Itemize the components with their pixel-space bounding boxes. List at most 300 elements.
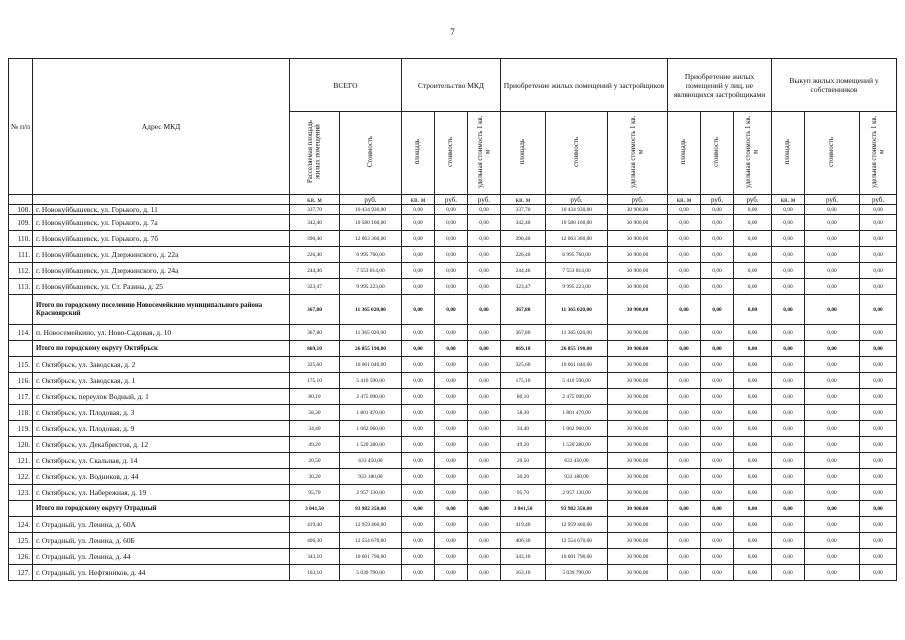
value-cell: 30 900,00 xyxy=(608,373,668,389)
table-row xyxy=(9,389,897,405)
value-cell: 175,10 xyxy=(290,373,340,389)
value-cell: 0,00 xyxy=(734,373,772,389)
table-row xyxy=(9,421,897,437)
value-cell: 12 959 460,00 xyxy=(546,517,608,533)
value-cell: 0,00 xyxy=(402,389,435,405)
value-cell: 34,40 xyxy=(290,421,340,437)
value-cell: 419,40 xyxy=(501,517,546,533)
value-cell: 0,00 xyxy=(772,341,805,357)
value-cell: 0,00 xyxy=(734,565,772,581)
row-number: 110. xyxy=(9,231,33,247)
value-cell: 0,00 xyxy=(468,437,501,453)
value-cell: 0,00 xyxy=(701,453,734,469)
value-cell: 0,00 xyxy=(668,437,701,453)
value-cell: 0,00 xyxy=(805,533,860,549)
value-cell: 0,00 xyxy=(435,373,468,389)
value-cell: 0,00 xyxy=(668,405,701,421)
value-cell: 0,00 xyxy=(772,469,805,485)
value-cell: 30 900,00 xyxy=(608,501,668,517)
value-cell: 5 410 590,00 xyxy=(340,373,402,389)
value-cell: 244,46 xyxy=(290,263,340,279)
table-row xyxy=(9,357,897,373)
value-cell: 337,70 xyxy=(501,205,546,215)
value-cell: 0,00 xyxy=(701,263,734,279)
value-cell: 0,00 xyxy=(435,485,468,501)
page-number: 7 xyxy=(450,27,455,37)
value-cell: 0,00 xyxy=(402,533,435,549)
value-cell: 0,00 xyxy=(402,485,435,501)
value-cell: 93 982 350,00 xyxy=(546,501,608,517)
value-cell: 0,00 xyxy=(734,453,772,469)
value-cell: 10 580 160,00 xyxy=(340,215,402,231)
value-cell: 10 601 790,00 xyxy=(546,549,608,565)
address-cell: г. Октябрьск, ул. Заводская, д. 2 xyxy=(33,357,290,373)
table-row xyxy=(9,231,897,247)
value-cell: 0,00 xyxy=(468,373,501,389)
value-cell: 0,00 xyxy=(805,263,860,279)
value-cell: 30 900,00 xyxy=(608,517,668,533)
units-cell: кв. м xyxy=(772,195,805,205)
subheader-cell: стоимость xyxy=(435,112,468,195)
value-cell: 0,00 xyxy=(701,205,734,215)
units-cell: руб. xyxy=(805,195,860,205)
value-cell: 0,00 xyxy=(701,325,734,341)
subheader-cell: стоимость xyxy=(546,112,608,195)
value-cell: 0,00 xyxy=(402,373,435,389)
value-cell: 933 180,00 xyxy=(546,469,608,485)
subtotal-label: Итого по городскому округу Октябрьск xyxy=(33,341,290,357)
units-cell: руб. xyxy=(546,195,608,205)
value-cell: 0,00 xyxy=(701,549,734,565)
subheader-cell: стоимость xyxy=(701,112,734,195)
value-cell: 0,00 xyxy=(402,357,435,373)
table-row xyxy=(9,263,897,279)
row-number: 116. xyxy=(9,373,33,389)
subheader-cell: стоимость xyxy=(805,112,860,195)
value-cell: 0,00 xyxy=(805,453,860,469)
table-row xyxy=(9,453,897,469)
row-number: 118. xyxy=(9,405,33,421)
value-cell: 1 062 960,00 xyxy=(546,421,608,437)
value-cell: 0,00 xyxy=(701,231,734,247)
value-cell: 633 450,00 xyxy=(546,453,608,469)
subheader-cell: площадь xyxy=(402,112,435,195)
row-number xyxy=(9,341,33,357)
relocation-table xyxy=(8,58,897,581)
value-cell: 30 900,00 xyxy=(608,421,668,437)
value-cell: 0,00 xyxy=(468,205,501,215)
value-cell: 0,00 xyxy=(701,501,734,517)
value-cell: 367,80 xyxy=(290,325,340,341)
value-cell: 58,30 xyxy=(501,405,546,421)
value-cell: 34,40 xyxy=(501,421,546,437)
address-cell: г. Октябрьск, ул. Плодовая, д. 3 xyxy=(33,405,290,421)
value-cell: 0,00 xyxy=(805,205,860,215)
value-cell: 0,00 xyxy=(734,517,772,533)
value-cell: 0,00 xyxy=(468,279,501,295)
address-cell: г. Новокуйбышевск, ул. Горького, д. 11 xyxy=(33,205,290,215)
value-cell: 80,10 xyxy=(501,389,546,405)
value-cell: 244,46 xyxy=(501,263,546,279)
units-cell: руб. xyxy=(340,195,402,205)
value-cell: 0,00 xyxy=(701,565,734,581)
row-number: 111. xyxy=(9,247,33,263)
value-cell: 0,00 xyxy=(668,247,701,263)
group-header-buyout: Выкуп жилых помещений у собственников xyxy=(772,59,897,112)
value-cell: 0,00 xyxy=(805,325,860,341)
value-cell: 30 900,00 xyxy=(608,469,668,485)
value-cell: 0,00 xyxy=(701,485,734,501)
value-cell: 11 365 020,00 xyxy=(340,325,402,341)
units-cell: кв. м xyxy=(501,195,546,205)
row-number: 127. xyxy=(9,565,33,581)
value-cell: 0,00 xyxy=(772,295,805,325)
value-cell: 0,00 xyxy=(805,373,860,389)
value-cell: 367,80 xyxy=(501,295,546,325)
value-cell: 343,10 xyxy=(501,549,546,565)
value-cell: 5 039 790,00 xyxy=(546,565,608,581)
value-cell: 0,00 xyxy=(402,501,435,517)
table-row xyxy=(9,533,897,549)
value-cell: 0,00 xyxy=(468,247,501,263)
value-cell: 0,00 xyxy=(468,453,501,469)
value-cell: 0,00 xyxy=(805,247,860,263)
row-number: 124. xyxy=(9,517,33,533)
value-cell: 0,00 xyxy=(772,421,805,437)
value-cell: 0,00 xyxy=(734,549,772,565)
value-cell: 49,20 xyxy=(501,437,546,453)
value-cell: 175,10 xyxy=(501,373,546,389)
row-number: 123. xyxy=(9,485,33,501)
value-cell: 0,00 xyxy=(468,341,501,357)
value-cell: 226,40 xyxy=(501,247,546,263)
value-cell: 0,00 xyxy=(701,533,734,549)
address-cell: г. Октябрьск, ул. Набережная, д. 19 xyxy=(33,485,290,501)
row-number xyxy=(9,295,33,325)
row-number: 112. xyxy=(9,263,33,279)
row-number: 126. xyxy=(9,549,33,565)
value-cell: 0,00 xyxy=(668,517,701,533)
value-cell: 9 995 223,00 xyxy=(546,279,608,295)
value-cell: 0,00 xyxy=(734,357,772,373)
value-cell: 0,00 xyxy=(668,325,701,341)
value-cell: 0,00 xyxy=(402,279,435,295)
value-cell: 0,00 xyxy=(668,215,701,231)
value-cell: 0,00 xyxy=(860,295,897,325)
value-cell: 0,00 xyxy=(402,453,435,469)
value-cell: 0,00 xyxy=(772,453,805,469)
value-cell: 0,00 xyxy=(772,437,805,453)
value-cell: 367,80 xyxy=(501,325,546,341)
value-cell: 0,00 xyxy=(435,549,468,565)
value-cell: 0,00 xyxy=(435,469,468,485)
value-cell: 20,50 xyxy=(290,453,340,469)
row-number: 108. xyxy=(9,205,33,215)
value-cell: 933 180,00 xyxy=(340,469,402,485)
value-cell: 2 957 130,00 xyxy=(340,485,402,501)
value-cell: 0,00 xyxy=(701,247,734,263)
table-row xyxy=(9,215,897,231)
subtotal-row xyxy=(9,295,897,325)
address-cell: г. Отрадный, ул. Ленина, д. 60А xyxy=(33,517,290,533)
group-header-total: ВСЕГО xyxy=(290,59,402,112)
value-cell: 0,00 xyxy=(435,295,468,325)
value-cell: 0,00 xyxy=(860,215,897,231)
value-cell: 0,00 xyxy=(402,405,435,421)
value-cell: 0,00 xyxy=(402,247,435,263)
value-cell: 0,00 xyxy=(772,501,805,517)
address-cell: г. Новокуйбышевск, ул. Дзержинского, д. 24а xyxy=(33,263,290,279)
value-cell: 0,00 xyxy=(402,565,435,581)
table-row xyxy=(9,437,897,453)
col-address-header: Адрес МКД xyxy=(33,59,290,195)
value-cell: 30 900,00 xyxy=(608,263,668,279)
value-cell: 30 900,00 xyxy=(608,247,668,263)
row-number: 117. xyxy=(9,389,33,405)
value-cell: 0,00 xyxy=(435,231,468,247)
value-cell: 342,40 xyxy=(290,215,340,231)
units-cell: кв. м xyxy=(668,195,701,205)
row-number: 114. xyxy=(9,325,33,341)
subtotal-row xyxy=(9,501,897,517)
value-cell: 30 900,00 xyxy=(608,453,668,469)
value-cell: 0,00 xyxy=(772,373,805,389)
units-cell: руб. xyxy=(860,195,897,205)
group-header-non-developers: Приобретение жилых помещений у лиц, не являющихся застройщиками xyxy=(668,59,772,112)
subheader-cell: Стоимость xyxy=(340,112,402,195)
value-cell: 7 553 814,00 xyxy=(340,263,402,279)
value-cell: 0,00 xyxy=(668,453,701,469)
value-cell: 30 900,00 xyxy=(608,357,668,373)
value-cell: 0,00 xyxy=(402,517,435,533)
value-cell: 342,40 xyxy=(501,215,546,231)
value-cell: 0,00 xyxy=(734,485,772,501)
value-cell: 95,70 xyxy=(290,485,340,501)
value-cell: 0,00 xyxy=(860,485,897,501)
value-cell: 0,00 xyxy=(734,279,772,295)
subtotal-label: Итого по городскому поселению Новосемейкино муниципального района Красноярский xyxy=(33,295,290,325)
address-cell: г. Октябрьск, ул. Заводская, д. 1 xyxy=(33,373,290,389)
value-cell: 3 041,50 xyxy=(501,501,546,517)
value-cell: 0,00 xyxy=(701,421,734,437)
value-cell: 0,00 xyxy=(734,231,772,247)
value-cell: 11 365 020,00 xyxy=(546,295,608,325)
value-cell: 10 434 930,00 xyxy=(546,205,608,215)
table-row xyxy=(9,205,897,215)
value-cell: 0,00 xyxy=(734,247,772,263)
value-cell: 0,00 xyxy=(860,247,897,263)
value-cell: 0,00 xyxy=(668,263,701,279)
value-cell: 0,00 xyxy=(772,263,805,279)
value-cell: 0,00 xyxy=(805,437,860,453)
value-cell: 0,00 xyxy=(468,405,501,421)
address-cell: г. Октябрьск, ул. Водников, д. 44 xyxy=(33,469,290,485)
value-cell: 163,10 xyxy=(501,565,546,581)
units-cell: руб. xyxy=(468,195,501,205)
value-cell: 0,00 xyxy=(468,295,501,325)
value-cell: 30 900,00 xyxy=(608,565,668,581)
units-cell: кв. м xyxy=(290,195,340,205)
row-number: 125. xyxy=(9,533,33,549)
units-cell: руб. xyxy=(734,195,772,205)
value-cell: 95,70 xyxy=(501,485,546,501)
value-cell: 0,00 xyxy=(468,263,501,279)
value-cell: 0,00 xyxy=(805,357,860,373)
value-cell: 0,00 xyxy=(468,549,501,565)
value-cell: 0,00 xyxy=(701,437,734,453)
value-cell: 6 995 760,00 xyxy=(340,247,402,263)
value-cell: 0,00 xyxy=(435,421,468,437)
value-cell: 12 554 670,00 xyxy=(546,533,608,549)
value-cell: 0,00 xyxy=(668,389,701,405)
subheader-cell: удельная стоимость 1 кв. м xyxy=(734,112,772,195)
value-cell: 0,00 xyxy=(860,565,897,581)
value-cell: 30 900,00 xyxy=(608,215,668,231)
value-cell: 0,00 xyxy=(668,501,701,517)
value-cell: 0,00 xyxy=(860,279,897,295)
value-cell: 0,00 xyxy=(805,405,860,421)
table-row xyxy=(9,469,897,485)
value-cell: 0,00 xyxy=(734,205,772,215)
value-cell: 0,00 xyxy=(402,341,435,357)
value-cell: 0,00 xyxy=(668,357,701,373)
value-cell: 0,00 xyxy=(860,325,897,341)
address-cell: г. Новокуйбышевск, ул. Дзержинского, д. 22а xyxy=(33,247,290,263)
value-cell: 0,00 xyxy=(701,405,734,421)
value-cell: 0,00 xyxy=(435,501,468,517)
row-number xyxy=(9,501,33,517)
value-cell: 30 900,00 xyxy=(608,549,668,565)
value-cell: 58,30 xyxy=(290,405,340,421)
table-row xyxy=(9,279,897,295)
value-cell: 0,00 xyxy=(860,389,897,405)
value-cell: 0,00 xyxy=(468,231,501,247)
value-cell: 0,00 xyxy=(435,357,468,373)
value-cell: 0,00 xyxy=(860,533,897,549)
value-cell: 30 900,00 xyxy=(608,295,668,325)
value-cell: 20,50 xyxy=(501,453,546,469)
value-cell: 30 900,00 xyxy=(608,533,668,549)
value-cell: 2 475 090,00 xyxy=(340,389,402,405)
value-cell: 93 982 350,00 xyxy=(340,501,402,517)
value-cell: 163,10 xyxy=(290,565,340,581)
value-cell: 10 061 040,00 xyxy=(546,357,608,373)
value-cell: 0,00 xyxy=(468,469,501,485)
value-cell: 0,00 xyxy=(668,373,701,389)
value-cell: 0,00 xyxy=(668,421,701,437)
value-cell: 419,40 xyxy=(290,517,340,533)
value-cell: 26 855 190,00 xyxy=(340,341,402,357)
value-cell: 0,00 xyxy=(668,295,701,325)
value-cell: 0,00 xyxy=(805,485,860,501)
value-cell: 30 900,00 xyxy=(608,325,668,341)
value-cell: 0,00 xyxy=(772,549,805,565)
value-cell: 0,00 xyxy=(734,295,772,325)
value-cell: 0,00 xyxy=(772,279,805,295)
value-cell: 0,00 xyxy=(734,501,772,517)
value-cell: 11 365 020,00 xyxy=(340,295,402,325)
subheader-cell: Расселяемая площадь жилых помещений xyxy=(290,112,340,195)
value-cell: 0,00 xyxy=(668,485,701,501)
value-cell: 0,00 xyxy=(402,421,435,437)
value-cell: 12 063 360,00 xyxy=(546,231,608,247)
value-cell: 0,00 xyxy=(734,405,772,421)
value-cell: 11 365 020,00 xyxy=(546,325,608,341)
value-cell: 0,00 xyxy=(468,357,501,373)
subtotal-label: Итого по городскому округу Отрадный xyxy=(33,501,290,517)
value-cell: 367,80 xyxy=(290,295,340,325)
value-cell: 325,60 xyxy=(290,357,340,373)
address-cell: г. Октябрьск, ул. Скальная, д. 14 xyxy=(33,453,290,469)
row-number: 113. xyxy=(9,279,33,295)
value-cell: 0,00 xyxy=(860,405,897,421)
units-cell xyxy=(9,195,33,205)
units-cell: руб. xyxy=(608,195,668,205)
value-cell: 337,70 xyxy=(290,205,340,215)
value-cell: 30,20 xyxy=(501,469,546,485)
value-cell: 0,00 xyxy=(860,421,897,437)
value-cell: 0,00 xyxy=(435,247,468,263)
address-cell: г. Новокуйбышевск, ул. Ст. Разина, д. 25 xyxy=(33,279,290,295)
value-cell: 0,00 xyxy=(772,517,805,533)
value-cell: 0,00 xyxy=(435,325,468,341)
row-number: 122. xyxy=(9,469,33,485)
value-cell: 0,00 xyxy=(668,533,701,549)
value-cell: 0,00 xyxy=(734,215,772,231)
address-cell: г. Октябрьск, ул. Декабристов, д. 12 xyxy=(33,437,290,453)
row-number: 119. xyxy=(9,421,33,437)
row-number: 109. xyxy=(9,215,33,231)
units-cell: руб. xyxy=(435,195,468,205)
value-cell: 80,10 xyxy=(290,389,340,405)
value-cell: 390,40 xyxy=(501,231,546,247)
subheader-cell: площадь xyxy=(772,112,805,195)
value-cell: 0,00 xyxy=(435,263,468,279)
value-cell: 0,00 xyxy=(402,549,435,565)
value-cell: 0,00 xyxy=(668,549,701,565)
value-cell: 12 063 360,00 xyxy=(340,231,402,247)
subheader-cell: площадь xyxy=(501,112,546,195)
value-cell: 633 450,00 xyxy=(340,453,402,469)
value-cell: 0,00 xyxy=(860,517,897,533)
address-cell: г. Отрадный, ул. Ленина, д. 44 xyxy=(33,549,290,565)
value-cell: 0,00 xyxy=(402,295,435,325)
table-row xyxy=(9,373,897,389)
value-cell: 49,20 xyxy=(290,437,340,453)
table-row xyxy=(9,517,897,533)
value-cell: 0,00 xyxy=(668,469,701,485)
value-cell: 0,00 xyxy=(772,389,805,405)
value-cell: 0,00 xyxy=(468,533,501,549)
value-cell: 0,00 xyxy=(668,231,701,247)
value-cell: 10 601 790,00 xyxy=(340,549,402,565)
value-cell: 1 520 280,00 xyxy=(546,437,608,453)
value-cell: 0,00 xyxy=(435,215,468,231)
address-cell: п. Новосемейкино, ул. Ново-Садовая, д. 10 xyxy=(33,325,290,341)
subtotal-row xyxy=(9,341,897,357)
value-cell: 0,00 xyxy=(435,565,468,581)
units-cell xyxy=(33,195,290,205)
address-cell: г. Новокуйбышевск, ул. Горького, д. 7б xyxy=(33,231,290,247)
value-cell: 869,10 xyxy=(290,341,340,357)
value-cell: 0,00 xyxy=(805,469,860,485)
value-cell: 0,00 xyxy=(668,341,701,357)
value-cell: 0,00 xyxy=(734,469,772,485)
value-cell: 0,00 xyxy=(772,231,805,247)
value-cell: 0,00 xyxy=(402,469,435,485)
value-cell: 0,00 xyxy=(701,357,734,373)
value-cell: 869,10 xyxy=(501,341,546,357)
